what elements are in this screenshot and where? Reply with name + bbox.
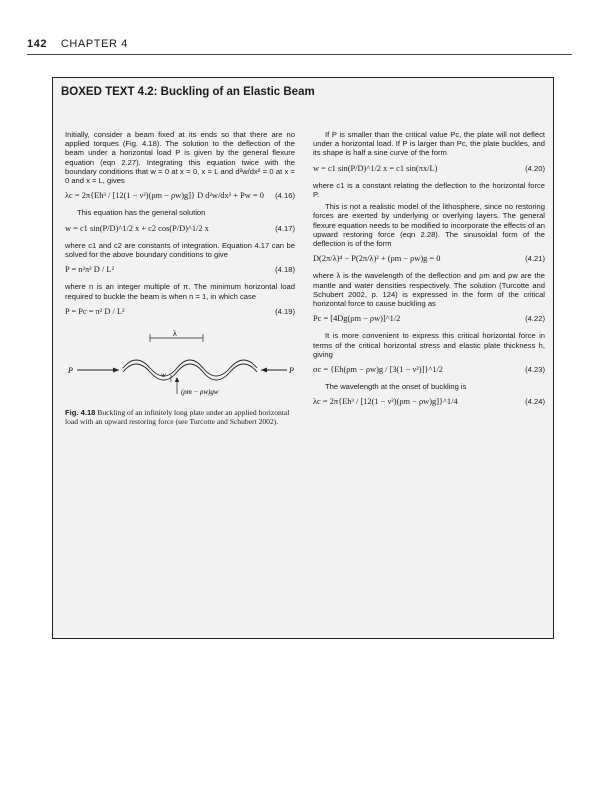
equation-number: (4.17) [275,223,295,233]
figure-caption-text: Buckling of an infinitely long plate under an applied horizontal load with an upward restoring force (see Turcotte and Schubert 2002). [65,408,290,427]
plate-top-curve [123,360,257,376]
deflection-label: w [161,371,166,380]
left-text-blocks [65,130,295,316]
equation [313,254,545,263]
equation [313,397,545,406]
equation-number: (4.21) [525,254,545,264]
equation-number: (4.19) [275,306,295,316]
equation-body: Pc = [4Dg(ρm − ρw)]^1/2 [313,314,401,324]
equation-body: σc = {Eh(ρm − ρw)g / [3(1 − ν²)]}^1/2 [313,365,443,375]
equation [313,365,545,374]
load-label-left: P [68,366,73,376]
paragraph: where n is an integer multiple of π. The minimum horizontal load required to buckle the beam is when n = 1, in which case [65,282,295,301]
figure-caption [65,408,295,426]
equation [65,191,295,200]
equation-body: P = n²π² D / L² [65,265,114,275]
equation-number: (4.22) [525,314,545,324]
paragraph: The wavelength at the onset of buckling is [325,382,467,392]
equation [65,307,295,316]
equation-body: P = Pc = π² D / L² [65,306,125,316]
equation-body: λc = 2π{Eh³ / [12(1 − ν²)(ρm − ρw)g]} D d²w/dx² + Pw = 0 [65,191,264,201]
equation-body: D(2π/λ)⁴ − P(2π/λ)² + (ρm − ρw)g = 0 [313,254,441,264]
equation [313,164,545,173]
equation-number: (4.18) [275,265,295,275]
page-number: 142 [27,38,48,50]
buckling-figure [65,324,295,404]
restoring-force-label: (ρm − ρw)gw [181,388,219,397]
equation [65,265,295,274]
load-label-right: P [289,366,294,376]
equation-body: w = c1 sin(P/D)^1/2 x + c2 cos(P/D)^1/2 x [65,223,209,233]
paragraph: This equation has the general solution [77,208,206,218]
plate-bottom-curve [123,364,257,380]
equation-number: (4.24) [525,397,545,407]
equation [65,224,295,233]
figure-caption-label: Fig. 4.18 [65,408,96,418]
paragraph: Initially, consider a beam fixed at its ends so that there are no applied torques (Fig. 4.18). The solution to the deflection of the beam under a horizontal load P is given by the general flexure equation (eqn 2.27). Integrating this equation twice with the boundary conditions that w = 0 at x = 0, x = L and d²w/dx² = 0 at x = 0 and x = L, gives [65,130,295,186]
wavelength-label: λ [173,329,177,339]
chapter-label: CHAPTER 4 [60,38,128,50]
right-text-blocks [313,130,545,407]
paragraph: where λ is the wavelength of the deflection and ρm and ρw are the mantle and water densities respectively. The solution (Turcotte and Schubert 2002, p. 124) is expressed in the form of the critical horizontal force to cause buckling as [313,271,545,309]
left-column [65,130,295,426]
paragraph: where c1 and c2 are constants of integration. Equation 4.17 can be solved for the above boundary conditions to give [65,240,295,260]
box-title: BOXED TEXT 4.2: Buckling of an Elastic Beam [61,86,315,98]
boxed-text [52,77,554,639]
equation [313,314,545,323]
load-arrowhead-right [261,368,267,373]
restoring-force-arrowhead [175,377,179,382]
running-header [27,38,128,50]
paragraph: If P is smaller than the critical value Pc, the plate will not deflect under a horizontal load. If P is larger than Pc, the plate buckles, and its shape is half a sine curve of the form [313,130,545,158]
equation-number: (4.20) [525,163,545,173]
paragraph: where c1 is a constant relating the deflection to the horizontal force P. [313,180,545,200]
equation-body: w = c1 sin(P/D)^1/2 x = c1 sin(πx/L) [313,163,438,173]
equation-number: (4.23) [525,365,545,375]
right-column [313,130,545,415]
paragraph: This is not a realistic model of the lithosphere, since no restoring forces are exerted by underlying or overlying layers. The general flexure equation needs to be modified to incorporate the effects of an upward restoring force (eqn 2.28). The sinusoidal form of the deflection is of the form [313,202,545,249]
header-rule [27,54,572,55]
paragraph: It is more convenient to express this critical horizontal force in terms of the critical horizontal stress and elastic plate thickness h, giving [313,331,545,359]
load-arrowhead-left [113,368,119,373]
equation-body: λc = 2π{Eh³ / [12(1 − ν²)(ρm − ρw)g]}^1/4 [313,397,458,407]
equation-number: (4.16) [275,191,295,201]
